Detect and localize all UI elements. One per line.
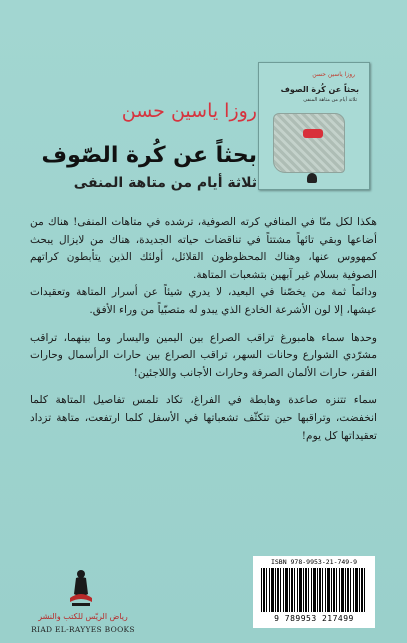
publisher-emblem-icon: [66, 568, 96, 610]
blurb: [30, 214, 377, 455]
isbn-barcode: [253, 556, 375, 628]
thumbnail-publisher-logo: [307, 173, 317, 183]
blurb-paragraph-4: سماء تتنزه صاعدة وهابطة في الفراغ، تكاد تلمس تفاصيل المتاهة كلما انخفضت، وتراقبها حين تتكثّف تشعباتها في الأسفل كلما ارتفعت، متاهة تزداد تعقيداتها كل يوم!: [30, 394, 377, 442]
publisher-name-english: RIAD EL-RAYYES BOOKS: [31, 625, 135, 634]
thumbnail-red-mark: [303, 129, 323, 138]
thumbnail-subtitle: ثلاثة أيام من متاهة المنفى: [303, 97, 357, 103]
book-title: بحثاً عن كُرة الصّوف: [41, 143, 257, 168]
blurb-paragraph-2: ودائماً ثمة من يخصّنا في البعيد، لا يدري شيئاً عن أسرار المتاهة وتعقيدات عيشها، إلا لون الأشرعة الخادع الذي يبدو له متصبّياً من وراء الأفق.: [30, 286, 377, 316]
barcode-bars: [261, 568, 367, 612]
thumbnail-author: روزا ياسين حسن: [312, 71, 355, 78]
book-subtitle: ثلاثة أيام من متاهة المنفى: [73, 175, 257, 191]
cover-thumbnail: [258, 62, 370, 190]
isbn-label: ISBN 978-9953-21-749-9: [270, 558, 358, 566]
publisher-logo: [18, 568, 148, 638]
blurb-paragraph-3: وحدها سماء هامبورغ تراقب الصراع بين اليمين واليسار وما بينهما، تراقب مشرّدي الشوارع وحانات السهر، تراقب الصراع بين حارات الرأسمال وحارات الفقر، حارات الألمان الصرفة وحارات الأجانب واللاجئين!: [30, 331, 377, 379]
thumbnail-artwork: [273, 113, 345, 173]
blurb-paragraph-1: هكذا لكل منّا في المنافي كرته الصوفية، ترشده في متاهات المنفى! هناك من أضاعها وبقي تائهاً مشتتاً في تناقضات حياته الجديدة، هناك من لايزال يبحث كمهووس عنها، وهناك المحظوظون القلائل، أولئك الذين يتأبطون كراتهم الصوفية بسلام غير آبهين بتشعبات المتاهة.: [30, 216, 377, 281]
author-name: روزا ياسين حسن: [121, 100, 257, 122]
barcode-number: 9 789953 217499: [274, 614, 354, 623]
thumbnail-title: بحثاً عن كُرة الصوف: [280, 85, 359, 94]
publisher-name-arabic: رياض الريّس للكتب والنشر: [38, 612, 128, 621]
